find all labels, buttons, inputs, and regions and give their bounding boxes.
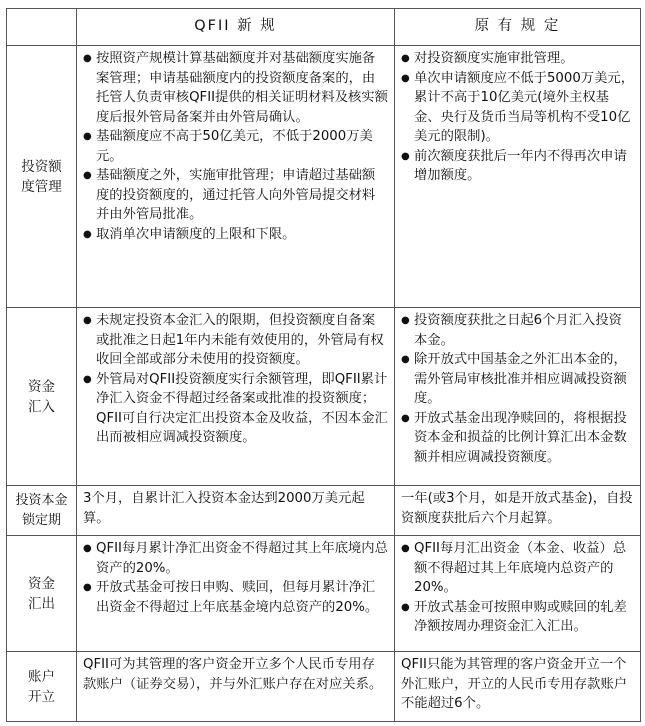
header-old-rules: 原 有 规 定 xyxy=(395,9,641,46)
row-label xyxy=(7,308,77,486)
row-account-opening xyxy=(7,652,641,722)
row-label-line: 资金 xyxy=(28,378,55,395)
header-new-rules: QFII 新 规 xyxy=(77,9,395,46)
list-item: ● 基础额度应不高于50亿美元，不低于2000万美元。 xyxy=(83,127,388,166)
list-item: ● 外管局对QFII投资额度实行余额管理，即QFII累计净汇入资金不得超过经备案或批准的投资额度；QFII可自行决定汇出投资本金及收益，不因本金汇出而被相应调减投资额度。 xyxy=(83,370,388,448)
list-item: ● QFII每月汇出资金（本金、收益）总额不得超过其上年底境内总资产的20%。 xyxy=(401,539,634,598)
row-label xyxy=(7,652,77,722)
list-item: ● 按照资产规模计算基础额度并对基础额度实施备案管理；申请基础额度内的投资额度备案的，由托管人负责审核QFII提供的相关证明材料及核实额度后报外管局备案并由外管局确认。 xyxy=(83,49,388,127)
row-label-line: 投资本金 xyxy=(15,492,68,508)
list-item: ● 开放式基金可按照申购或赎回的轧差净额按周办理资金汇入汇出。 xyxy=(401,598,634,637)
new-rules-cell xyxy=(77,46,395,308)
old-rules-cell xyxy=(395,652,641,722)
old-rules-cell xyxy=(395,536,641,652)
row-label-line: 汇出 xyxy=(28,595,55,612)
list-item: ● 取消单次申请额度的上限和下限。 xyxy=(83,225,388,245)
qfii-comparison-document xyxy=(6,8,640,720)
cell-text: QFII可为其管理的客户资金开立多个人民币专用存款账户（证券交易），并与外汇账户存在对应关系。 xyxy=(83,657,383,692)
header-label-cell xyxy=(7,9,77,46)
new-rules-cell xyxy=(77,652,395,722)
list-item: ● 前次额度获批后一年内不得再次申请增加额度。 xyxy=(401,147,634,186)
list-item: ● QFII每月累计净汇出资金不得超过其上年底境内总资产的20%。 xyxy=(83,539,388,578)
row-label-line: 投资额 xyxy=(21,158,62,175)
row-label xyxy=(7,536,77,652)
row-label-line: 账户 xyxy=(28,668,55,685)
list-item: ● 未规定投资本金汇入的限期，但投资额度自备案或批准之日起1年内未能有效使用的，外管局有权收回全部或部分未使用的投资额度。 xyxy=(83,311,388,370)
cell-text: 一年(或3个月，如是开放式基金)，自投资额度获批后六个月起算。 xyxy=(401,491,633,526)
old-rules-cell xyxy=(395,308,641,486)
header-row xyxy=(7,9,641,46)
row-lockup-period xyxy=(7,486,641,536)
row-quota-management xyxy=(7,46,641,308)
new-rules-cell xyxy=(77,486,395,536)
list-item: ● 基础额度之外，实施审批管理；申请超过基础额度的投资额度的，通过托管人向外管局提交材料并由外管局批准。 xyxy=(83,166,388,225)
list-item: ● 投资额度获批之日起6个月汇入投资本金。 xyxy=(401,311,634,350)
list-item: ● 单次申请额度应不低于5000万美元，累计不高于10亿美元(境外主权基金、央行及货币当局等机构不受10亿美元的限制)。 xyxy=(401,69,634,147)
row-label xyxy=(7,486,77,536)
list-item: ● 开放式基金出现净赎回的，将根据投资本金和损益的比例计算汇出本金数额并相应调减投资额度。 xyxy=(401,409,634,468)
row-label-line: 度管理 xyxy=(21,178,62,195)
list-item: ● 开放式基金可按日申购、赎回，但每月累计净汇出资金不得超过上年底基金境内总资产的20%。 xyxy=(83,578,388,617)
row-label-line: 资金 xyxy=(28,575,55,592)
row-label-line: 汇入 xyxy=(28,398,55,415)
row-fund-outflow xyxy=(7,536,641,652)
old-rules-cell xyxy=(395,486,641,536)
row-label-line: 开立 xyxy=(28,688,55,705)
new-rules-cell xyxy=(77,536,395,652)
comparison-table xyxy=(6,8,641,722)
cell-text: QFII只能为其管理的客户资金开立一个外汇账户，开立的人民币专用存款账户不能超过6个。 xyxy=(401,657,628,711)
row-label xyxy=(7,46,77,308)
old-rules-cell xyxy=(395,46,641,308)
list-item: ● 除开放式中国基金之外汇出本金的，需外管局审核批准并相应调减投资额度。 xyxy=(401,350,634,409)
row-label-line: 锁定期 xyxy=(21,512,61,528)
list-item: ● 对投资额度实施审批管理。 xyxy=(401,49,634,69)
row-fund-inflow xyxy=(7,308,641,486)
new-rules-cell xyxy=(77,308,395,486)
cell-text: 3个月，自累计汇入投资本金达到2000万美元起算。 xyxy=(83,491,365,526)
